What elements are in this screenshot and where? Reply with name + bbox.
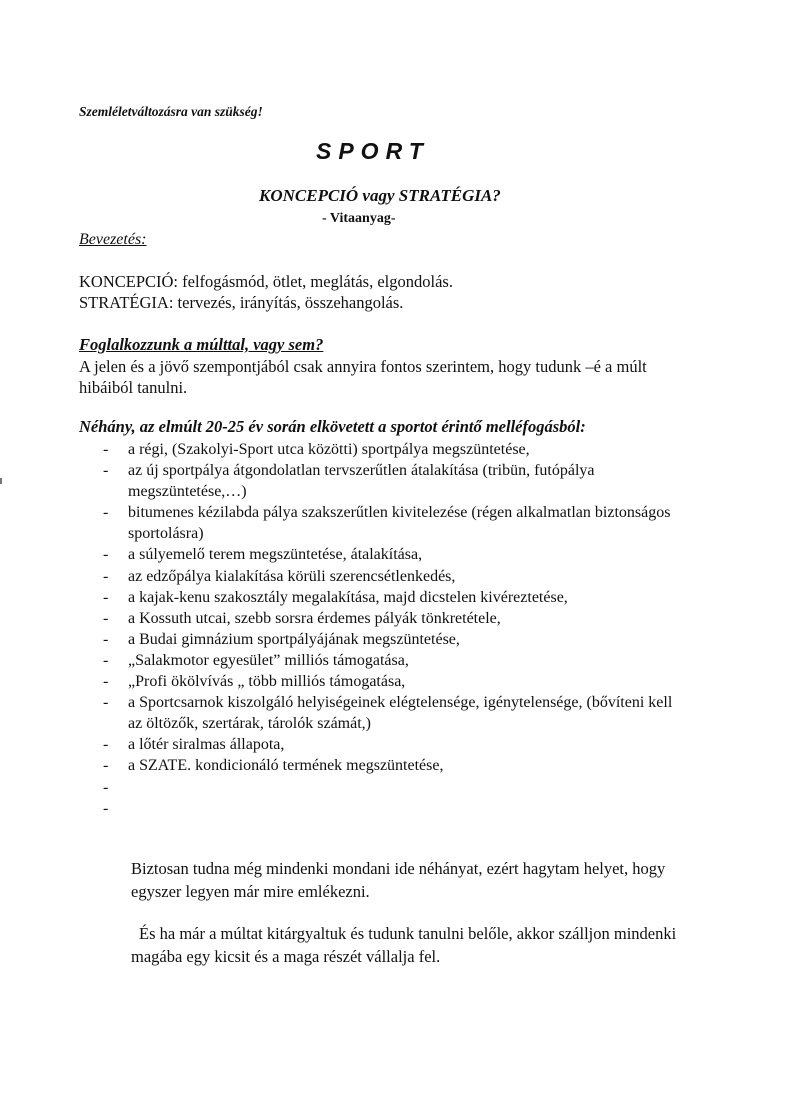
list-item (0, 629, 800, 650)
list-dash: - (103, 778, 109, 796)
list-dash: - (103, 588, 109, 606)
list-item-empty (0, 777, 800, 798)
document-type-label: - Vitaanyag- (322, 211, 396, 226)
list-dash: - (103, 673, 109, 691)
list-dash: - (103, 504, 109, 522)
list-item-text (128, 777, 680, 798)
closing-paragraph-2: És ha már a múltat kitárgyaltuk és tudunk tanulni belőle, akkor szálljon mindenki magába egy kicsit és a maga részét vállalja fel. (131, 924, 677, 966)
list-dash: - (103, 736, 109, 754)
list-item (0, 755, 800, 776)
past-paragraph: A jelen és a jövő szempontjából csak annyira fontos szerintem, hogy tudunk –é a múlt hibáiból tanulni. (79, 357, 647, 397)
list-item-text: „Salakmotor egyesület” milliós támogatása, (128, 651, 409, 669)
slogan: Szemléletváltozásra van szükség! (79, 104, 263, 119)
list-dash: - (103, 462, 109, 480)
closing-paragraph-1: Biztosan tudna még mindenki mondani ide néhányat, ezért hagytam helyet, hogy egyszer legyen már mire emlékezni. (131, 859, 666, 901)
list-item (0, 608, 800, 629)
scan-margin-mark (0, 478, 2, 484)
list-item (0, 692, 800, 734)
list-item-text (128, 798, 680, 819)
list-item-text: a súlyemelő terem megszüntetése, átalakítása, (128, 546, 423, 564)
mistakes-list (0, 439, 800, 819)
list-item-text: „Profi ökölvívás „ több milliós támogatása, (128, 673, 406, 691)
intro-heading: Bevezetés: (79, 231, 147, 248)
list-item (0, 460, 800, 502)
list-dash: - (103, 441, 109, 458)
list-item-text: a lőtér siralmas állapota, (128, 736, 285, 754)
list-item-text: az edzőpálya kialakítása körüli szerencsétlenkedés, (128, 567, 456, 585)
list-item-text: a régi, (Szakolyi-Sport utca közötti) sportpálya megszüntetése, (128, 441, 530, 458)
list-dash: - (103, 694, 109, 712)
list-item (0, 587, 800, 608)
definition-strategia: STRATÉGIA: tervezés, irányítás, összehangolás. (79, 293, 404, 312)
list-dash: - (103, 609, 109, 627)
mistakes-heading: Néhány, az elmúlt 20-25 év során elkövetett a sportot érintő melléfogásból: (79, 417, 586, 436)
list-dash: - (103, 630, 109, 648)
list-item (0, 671, 800, 692)
list-item-text: a kajak-kenu szakosztály megalakítása, majd dicstelen kivéreztetése, (128, 588, 568, 606)
list-dash: - (103, 567, 109, 585)
list-dash: - (103, 651, 109, 669)
document-title: SPORT (316, 138, 430, 164)
list-dash: - (103, 546, 109, 564)
list-item-text: a Budai gimnázium sportpályájának megszüntetése, (128, 630, 460, 648)
list-item (0, 566, 800, 587)
list-item-text: bitumenes kézilabda pálya szakszerűtlen kivitelezése (régen alkalmatlan biztonságos sportolásra) (128, 504, 671, 543)
list-item (0, 544, 800, 565)
list-item (0, 502, 800, 544)
list-item-text: a SZATE. kondicionáló termének megszüntetése, (128, 757, 444, 775)
list-item (0, 439, 800, 460)
past-heading: Foglalkozzunk a múlttal, vagy sem? (79, 335, 324, 354)
list-item (0, 650, 800, 671)
document-subtitle: KONCEPCIÓ vagy STRATÉGIA? (259, 186, 501, 205)
list-item-text: a Sportcsarnok kiszolgáló helyiségeinek elégtelensége, igénytelensége, (bővíteni kell az öltözők, szertárak, tárolók számát,) (128, 694, 673, 733)
list-item-empty (0, 798, 800, 819)
list-dash: - (103, 757, 109, 775)
list-dash: - (103, 799, 109, 817)
list-item-text: a Kossuth utcai, szebb sorsra érdemes pályák tönkretétele, (128, 609, 501, 627)
list-item-text: az új sportpálya átgondolatlan tervszerűtlen átalakítása (tribün, futópálya megszüntetése,…) (128, 462, 595, 501)
list-item (0, 734, 800, 755)
definition-koncepcio: KONCEPCIÓ: felfogásmód, ötlet, meglátás, elgondolás. (79, 272, 453, 291)
